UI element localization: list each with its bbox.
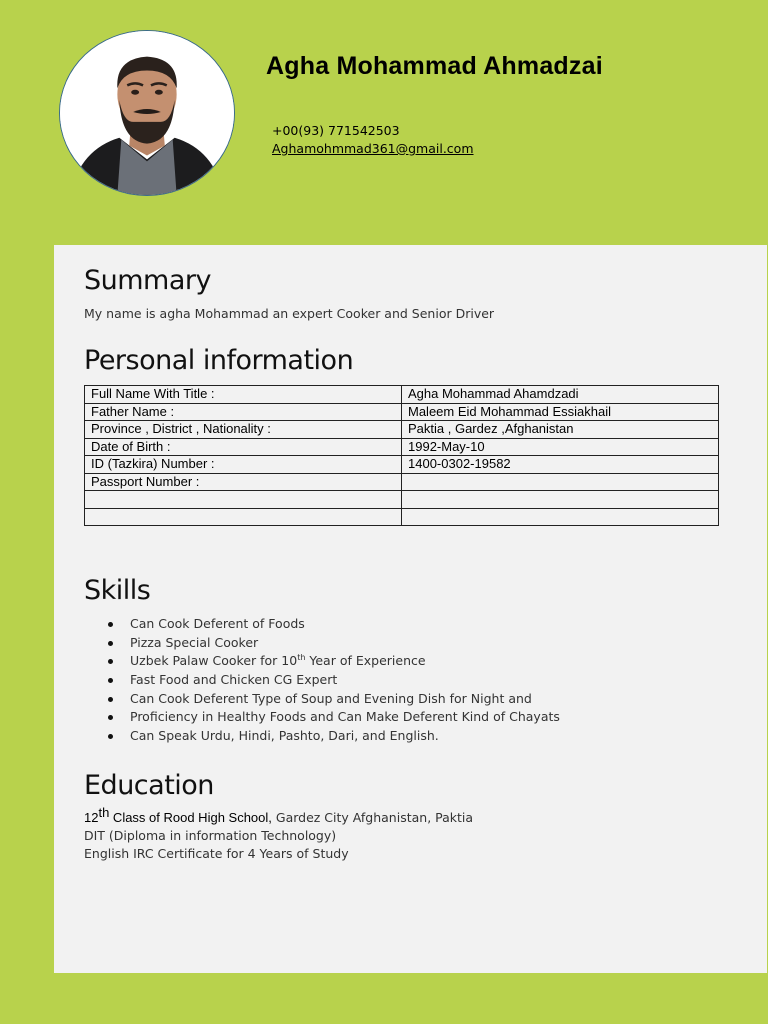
table-cell-value: 1992-May-10 bbox=[402, 438, 719, 456]
school-location: Gardez City Afghanistan, Paktia bbox=[271, 810, 474, 825]
table-cell-label: ID (Tazkira) Number : bbox=[85, 456, 402, 474]
personal-info-heading: Personal information bbox=[84, 345, 354, 376]
table-cell-label bbox=[85, 491, 402, 509]
resume-content-panel bbox=[54, 245, 767, 973]
table-row bbox=[85, 473, 719, 491]
skill-text: Uzbek Palaw Cooker for 10 bbox=[130, 653, 298, 669]
skills-heading: Skills bbox=[84, 575, 151, 606]
list-item: Proficiency in Healthy Foods and Can Make Deferent Kind of Chayats bbox=[130, 708, 560, 727]
table-cell-label: Father Name : bbox=[85, 403, 402, 421]
list-item: Can Cook Deferent Type of Soup and Evening Dish for Night and bbox=[130, 690, 560, 709]
table-cell-label: Date of Birth : bbox=[85, 438, 402, 456]
list-item: Can Cook Deferent of Foods bbox=[130, 615, 560, 634]
table-cell-value: Agha Mohammad Ahamdzadi bbox=[402, 386, 719, 404]
list-item bbox=[130, 652, 560, 671]
school-name: Class of Rood High School, bbox=[109, 810, 272, 825]
summary-text: My name is agha Mohammad an expert Cooker and Senior Driver bbox=[84, 306, 495, 321]
table-cell-label bbox=[85, 508, 402, 526]
table-cell-value: Paktia , Gardez ,Afghanistan bbox=[402, 421, 719, 439]
list-item: Pizza Special Cooker bbox=[130, 634, 560, 653]
ordinal-suffix: th bbox=[98, 804, 110, 820]
email-link[interactable]: Aghamohmmad361@gmail.com bbox=[272, 141, 474, 156]
school-ordinal: 12 bbox=[84, 810, 99, 825]
education-block bbox=[84, 804, 474, 863]
table-cell-label: Passport Number : bbox=[85, 473, 402, 491]
table-cell-value: Maleem Eid Mohammad Essiakhail bbox=[402, 403, 719, 421]
skill-text: Year of Experience bbox=[305, 653, 426, 669]
skills-list bbox=[84, 615, 560, 746]
candidate-name: Agha Mohammad Ahmadzai bbox=[266, 52, 603, 80]
list-item: Fast Food and Chicken CG Expert bbox=[130, 671, 560, 690]
table-row bbox=[85, 403, 719, 421]
profile-photo bbox=[59, 30, 235, 196]
table-cell-label: Province , District , Nationality : bbox=[85, 421, 402, 439]
table-row bbox=[85, 386, 719, 404]
table-row bbox=[85, 421, 719, 439]
table-row bbox=[85, 491, 719, 509]
table-cell-label: Full Name With Title : bbox=[85, 386, 402, 404]
table-row bbox=[85, 438, 719, 456]
personal-info-table bbox=[84, 385, 719, 526]
table-row bbox=[85, 456, 719, 474]
person-portrait-icon bbox=[60, 31, 234, 195]
education-line-school bbox=[84, 804, 474, 827]
ordinal-suffix: th bbox=[297, 653, 306, 663]
education-line-certificate: English IRC Certificate for 4 Years of Study bbox=[84, 846, 349, 861]
summary-heading: Summary bbox=[84, 265, 211, 296]
table-cell-value: 1400-0302-19582 bbox=[402, 456, 719, 474]
phone-number: +00(93) 771542503 bbox=[272, 123, 400, 138]
list-item: Can Speak Urdu, Hindi, Pashto, Dari, and English. bbox=[130, 727, 560, 746]
contact-block bbox=[272, 122, 474, 158]
table-cell-value bbox=[402, 508, 719, 526]
education-heading: Education bbox=[84, 770, 214, 801]
table-cell-value bbox=[402, 491, 719, 509]
table-row bbox=[85, 508, 719, 526]
table-cell-value bbox=[402, 473, 719, 491]
education-line-diploma: DIT (Diploma in information Technology) bbox=[84, 828, 337, 843]
